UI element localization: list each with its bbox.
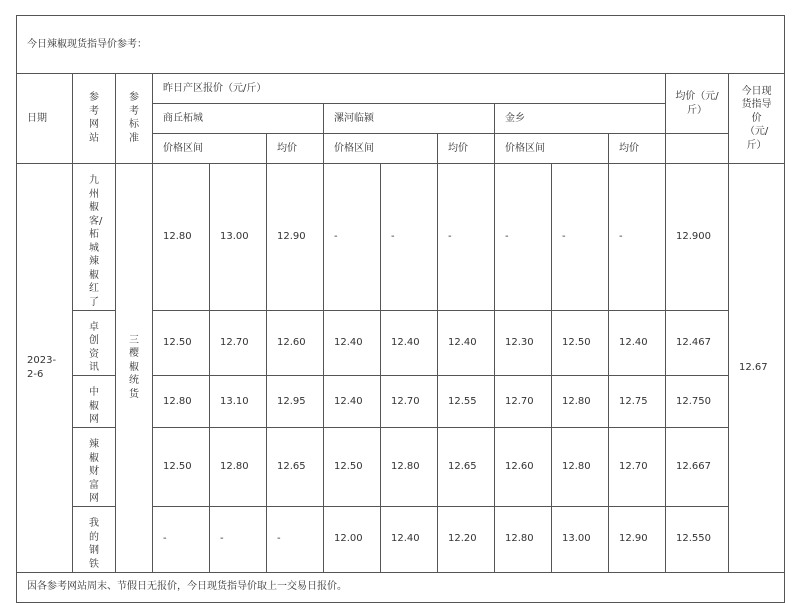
value-cell: 13.00 [210, 164, 267, 311]
price-range-header: 价格区间 [153, 134, 267, 164]
value-cell: 13.00 [552, 507, 609, 573]
value-cell: 12.60 [267, 310, 324, 376]
value-cell: 12.70 [210, 310, 267, 376]
value-cell: 12.80 [552, 428, 609, 507]
footnote: 因各参考网站周末、节假日无报价，今日现货指导价取上一交易日报价。 [17, 572, 785, 602]
avg-header: 均价 [438, 134, 495, 164]
value-cell: 12.90 [267, 164, 324, 311]
region-group-header: 昨日产区报价（元/斤） [153, 74, 666, 104]
site-cell: 我的钢铁 [73, 507, 116, 573]
value-cell: 12.65 [267, 428, 324, 507]
value-cell: 12.20 [438, 507, 495, 573]
value-cell: 12.50 [552, 310, 609, 376]
value-cell: 12.80 [381, 428, 438, 507]
value-cell: 12.40 [324, 310, 381, 376]
value-cell: 12.40 [381, 507, 438, 573]
value-cell: 12.80 [495, 507, 552, 573]
overall-avg-cell: 12.467 [666, 310, 729, 376]
overall-avg-cell: 12.667 [666, 428, 729, 507]
value-cell: 13.10 [210, 376, 267, 428]
site-cell: 辣椒财富网 [73, 428, 116, 507]
value-cell: - [438, 164, 495, 311]
value-cell: 12.80 [552, 376, 609, 428]
date-cell: 2023-2-6 [17, 164, 73, 573]
value-cell: 12.50 [153, 428, 210, 507]
value-cell: 12.80 [153, 376, 210, 428]
value-cell: 12.70 [495, 376, 552, 428]
value-cell: - [210, 507, 267, 573]
standard-cell: 三樱椒统货 [116, 164, 153, 573]
standard-header: 参考标准 [116, 74, 153, 164]
value-cell: 12.00 [324, 507, 381, 573]
today-price-header: 今日现货指导价（元/斤） [729, 74, 785, 164]
value-cell: - [495, 164, 552, 311]
value-cell: - [324, 164, 381, 311]
price-table [16, 15, 785, 603]
value-cell: - [153, 507, 210, 573]
value-cell: 12.40 [381, 310, 438, 376]
value-cell: 12.60 [495, 428, 552, 507]
region-header-shangqiu: 商丘柘城 [153, 104, 324, 134]
price-range-header: 价格区间 [495, 134, 609, 164]
today-price-cell: 12.67 [729, 164, 785, 573]
table-title: 今日辣椒现货指导价参考： [17, 16, 785, 74]
overall-avg-cell: 12.750 [666, 376, 729, 428]
value-cell: 12.50 [153, 310, 210, 376]
value-cell: 12.90 [609, 507, 666, 573]
value-cell: 12.50 [324, 428, 381, 507]
value-cell: 12.65 [438, 428, 495, 507]
site-cell: 卓创资讯 [73, 310, 116, 376]
date-header: 日期 [17, 74, 73, 164]
value-cell: 12.80 [153, 164, 210, 311]
site-header: 参考网站 [73, 74, 116, 164]
avg-header: 均价 [609, 134, 666, 164]
overall-avg-cell: 12.900 [666, 164, 729, 311]
site-cell: 九州椒客/柘城辣椒红了 [73, 164, 116, 311]
overall-avg-spacer [666, 134, 729, 164]
avg-header: 均价 [267, 134, 324, 164]
value-cell: 12.75 [609, 376, 666, 428]
table-row [17, 164, 785, 311]
price-range-header: 价格区间 [324, 134, 438, 164]
value-cell: - [267, 507, 324, 573]
value-cell: 12.95 [267, 376, 324, 428]
site-cell: 中椒网 [73, 376, 116, 428]
value-cell: - [381, 164, 438, 311]
value-cell: 12.30 [495, 310, 552, 376]
overall-avg-header: 均价（元/斤） [666, 74, 729, 134]
value-cell: 12.55 [438, 376, 495, 428]
value-cell: 12.40 [609, 310, 666, 376]
value-cell: 12.40 [438, 310, 495, 376]
region-header-jinxiang: 金乡 [495, 104, 666, 134]
value-cell: 12.40 [324, 376, 381, 428]
overall-avg-cell: 12.550 [666, 507, 729, 573]
value-cell: - [609, 164, 666, 311]
value-cell: 12.80 [210, 428, 267, 507]
value-cell: 12.70 [609, 428, 666, 507]
region-header-luohe: 漯河临颍 [324, 104, 495, 134]
value-cell: 12.70 [381, 376, 438, 428]
value-cell: - [552, 164, 609, 311]
